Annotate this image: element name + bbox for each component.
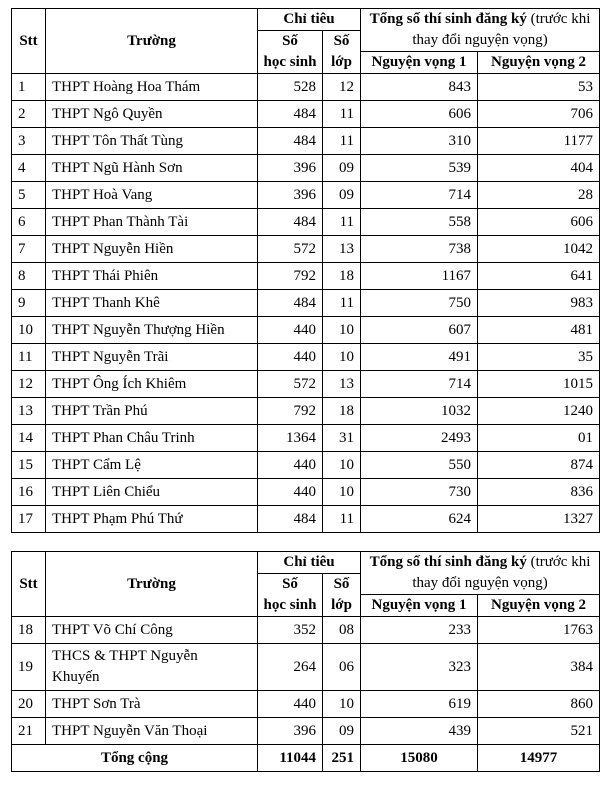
row-school-name: THPT Ông Ích Khiêm <box>46 371 258 398</box>
table-header <box>12 9 600 74</box>
row-stt: 14 <box>12 425 46 452</box>
row-nv2: 874 <box>478 452 600 479</box>
header-nv2: Nguyện vọng 2 <box>478 52 600 74</box>
header-classes-bottom: lớp <box>331 54 352 70</box>
row-students: 440 <box>258 479 323 506</box>
row-nv2: 606 <box>478 209 600 236</box>
row-school-name: THPT Nguyễn Trãi <box>46 344 258 371</box>
row-classes: 18 <box>323 398 361 425</box>
row-nv2: 53 <box>478 74 600 101</box>
row-nv1: 714 <box>361 371 478 398</box>
total-label: Tổng cộng <box>12 745 258 772</box>
row-students: 484 <box>258 290 323 317</box>
row-school-name: THPT Sơn Trà <box>46 691 258 718</box>
quota-table-part-2 <box>11 551 600 772</box>
row-students: 572 <box>258 236 323 263</box>
header-classes <box>323 31 361 74</box>
row-school-name: THPT Nguyễn Hiền <box>46 236 258 263</box>
row-nv1: 607 <box>361 317 478 344</box>
row-school-name: THPT Võ Chí Công <box>46 617 258 644</box>
row-school-name: THPT Thanh Khê <box>46 290 258 317</box>
row-classes: 08 <box>323 617 361 644</box>
table-row <box>12 344 600 371</box>
header-classes-bottom: lớp <box>331 597 352 613</box>
row-school-name: THPT Liên Chiểu <box>46 479 258 506</box>
row-classes: 09 <box>323 155 361 182</box>
row-students: 440 <box>258 452 323 479</box>
row-nv2: 521 <box>478 718 600 745</box>
row-stt: 6 <box>12 209 46 236</box>
row-nv1: 323 <box>361 644 478 691</box>
header-school: Trường <box>46 9 258 74</box>
row-students: 396 <box>258 155 323 182</box>
row-school-name-line2: Khuyến <box>52 669 100 685</box>
row-stt: 17 <box>12 506 46 533</box>
row-students: 484 <box>258 209 323 236</box>
total-students: 11044 <box>258 745 323 772</box>
header-students <box>258 574 323 617</box>
row-classes: 10 <box>323 691 361 718</box>
row-school-name: THPT Cẩm Lệ <box>46 452 258 479</box>
table-row <box>12 317 600 344</box>
row-nv2: 836 <box>478 479 600 506</box>
row-stt: 11 <box>12 344 46 371</box>
row-school-name <box>46 644 258 691</box>
row-nv1: 619 <box>361 691 478 718</box>
row-stt: 7 <box>12 236 46 263</box>
header-quota: Chỉ tiêu <box>258 552 361 574</box>
table-row <box>12 209 600 236</box>
row-students: 264 <box>258 644 323 691</box>
row-stt: 15 <box>12 452 46 479</box>
row-students: 440 <box>258 344 323 371</box>
row-nv1: 750 <box>361 290 478 317</box>
header-classes-top: Số <box>333 576 350 592</box>
header-total-registered <box>361 9 600 52</box>
table-row <box>12 691 600 718</box>
row-nv1: 1032 <box>361 398 478 425</box>
table-header <box>12 552 600 617</box>
header-students <box>258 31 323 74</box>
row-classes: 11 <box>323 101 361 128</box>
row-students: 396 <box>258 182 323 209</box>
header-total-title-bold: Tổng số thí sinh đăng ký <box>369 11 527 27</box>
header-stt: Stt <box>12 552 46 617</box>
row-stt: 10 <box>12 317 46 344</box>
row-nv1: 606 <box>361 101 478 128</box>
row-nv1: 539 <box>361 155 478 182</box>
row-nv2: 01 <box>478 425 600 452</box>
row-stt: 16 <box>12 479 46 506</box>
row-classes: 10 <box>323 479 361 506</box>
row-classes: 06 <box>323 644 361 691</box>
header-total-title-bold: Tổng số thí sinh đăng ký <box>369 554 527 570</box>
row-classes: 09 <box>323 718 361 745</box>
table-row <box>12 644 600 691</box>
row-school-name: THPT Phan Châu Trinh <box>46 425 258 452</box>
row-classes: 11 <box>323 209 361 236</box>
row-classes: 13 <box>323 371 361 398</box>
row-students: 572 <box>258 371 323 398</box>
row-nv1: 310 <box>361 128 478 155</box>
row-stt: 13 <box>12 398 46 425</box>
row-stt: 12 <box>12 371 46 398</box>
row-nv1: 550 <box>361 452 478 479</box>
table-row <box>12 263 600 290</box>
row-stt: 2 <box>12 101 46 128</box>
table-row <box>12 617 600 644</box>
table-row <box>12 74 600 101</box>
row-students: 352 <box>258 617 323 644</box>
row-nv2: 983 <box>478 290 600 317</box>
row-nv2: 1177 <box>478 128 600 155</box>
row-school-name: THPT Ngũ Hành Sơn <box>46 155 258 182</box>
header-nv1: Nguyện vọng 1 <box>361 595 478 617</box>
table-row <box>12 718 600 745</box>
row-nv1: 1167 <box>361 263 478 290</box>
table-row <box>12 101 600 128</box>
row-nv1: 2493 <box>361 425 478 452</box>
row-school-name-line1: THCS & THPT Nguyễn <box>52 648 198 664</box>
header-quota: Chỉ tiêu <box>258 9 361 31</box>
row-classes: 10 <box>323 344 361 371</box>
row-students: 440 <box>258 317 323 344</box>
row-classes: 12 <box>323 74 361 101</box>
table-row <box>12 398 600 425</box>
total-nv2: 14977 <box>478 745 600 772</box>
row-nv2: 28 <box>478 182 600 209</box>
header-nv1: Nguyện vọng 1 <box>361 52 478 74</box>
row-school-name: THPT Phạm Phú Thứ <box>46 506 258 533</box>
row-nv1: 491 <box>361 344 478 371</box>
row-school-name: THPT Nguyễn Thượng Hiền <box>46 317 258 344</box>
row-school-name: THPT Phan Thành Tài <box>46 209 258 236</box>
table-row <box>12 182 600 209</box>
row-classes: 11 <box>323 128 361 155</box>
header-classes-top: Số <box>333 33 350 49</box>
row-stt: 20 <box>12 691 46 718</box>
table-row <box>12 155 600 182</box>
table-row <box>12 425 600 452</box>
row-stt: 21 <box>12 718 46 745</box>
row-students: 484 <box>258 101 323 128</box>
row-nv1: 738 <box>361 236 478 263</box>
row-classes: 10 <box>323 317 361 344</box>
total-row <box>12 745 600 772</box>
row-students: 792 <box>258 398 323 425</box>
total-classes: 251 <box>323 745 361 772</box>
row-stt: 8 <box>12 263 46 290</box>
row-nv2: 1240 <box>478 398 600 425</box>
header-total-title-rest: (trước khi thay đổi nguyện vọng) <box>412 11 591 48</box>
row-nv1: 714 <box>361 182 478 209</box>
row-nv1: 624 <box>361 506 478 533</box>
row-stt: 18 <box>12 617 46 644</box>
header-school: Trường <box>46 552 258 617</box>
header-students-bottom: học sinh <box>263 597 317 613</box>
row-school-name: THPT Hoà Vang <box>46 182 258 209</box>
table-row <box>12 452 600 479</box>
row-stt: 1 <box>12 74 46 101</box>
row-classes: 11 <box>323 290 361 317</box>
row-students: 528 <box>258 74 323 101</box>
table-row <box>12 479 600 506</box>
row-nv1: 730 <box>361 479 478 506</box>
row-classes: 13 <box>323 236 361 263</box>
row-nv2: 481 <box>478 317 600 344</box>
header-students-top: Số <box>282 33 298 49</box>
row-stt: 9 <box>12 290 46 317</box>
table-row <box>12 128 600 155</box>
row-students: 792 <box>258 263 323 290</box>
row-nv2: 384 <box>478 644 600 691</box>
row-school-name: THPT Nguyễn Văn Thoại <box>46 718 258 745</box>
row-nv2: 404 <box>478 155 600 182</box>
row-school-name: THPT Thái Phiên <box>46 263 258 290</box>
row-nv1: 439 <box>361 718 478 745</box>
table-row <box>12 290 600 317</box>
table-body-2 <box>12 617 600 745</box>
row-school-name: THPT Hoàng Hoa Thám <box>46 74 258 101</box>
row-nv2: 1042 <box>478 236 600 263</box>
table-body-1 <box>12 74 600 533</box>
row-students: 440 <box>258 691 323 718</box>
row-school-name: THPT Ngô Quyền <box>46 101 258 128</box>
header-stt: Stt <box>12 9 46 74</box>
row-nv2: 1015 <box>478 371 600 398</box>
row-students: 396 <box>258 718 323 745</box>
row-students: 1364 <box>258 425 323 452</box>
row-stt: 3 <box>12 128 46 155</box>
row-nv2: 1327 <box>478 506 600 533</box>
row-stt: 19 <box>12 644 46 691</box>
table-row <box>12 371 600 398</box>
table-row <box>12 236 600 263</box>
row-nv2: 860 <box>478 691 600 718</box>
row-students: 484 <box>258 128 323 155</box>
row-nv2: 1763 <box>478 617 600 644</box>
row-nv1: 843 <box>361 74 478 101</box>
row-nv2: 641 <box>478 263 600 290</box>
quota-table-part-1 <box>11 8 600 533</box>
row-nv1: 558 <box>361 209 478 236</box>
row-classes: 31 <box>323 425 361 452</box>
row-nv2: 706 <box>478 101 600 128</box>
row-classes: 11 <box>323 506 361 533</box>
header-students-top: Số <box>282 576 298 592</box>
row-nv2: 35 <box>478 344 600 371</box>
row-classes: 18 <box>323 263 361 290</box>
header-total-title-rest: (trước khi thay đổi nguyện vọng) <box>412 554 591 591</box>
table-row <box>12 506 600 533</box>
row-school-name: THPT Tôn Thất Tùng <box>46 128 258 155</box>
header-nv2: Nguyện vọng 2 <box>478 595 600 617</box>
header-students-bottom: học sinh <box>263 54 317 70</box>
row-stt: 4 <box>12 155 46 182</box>
total-nv1: 15080 <box>361 745 478 772</box>
row-students: 484 <box>258 506 323 533</box>
row-classes: 09 <box>323 182 361 209</box>
row-classes: 10 <box>323 452 361 479</box>
row-nv1: 233 <box>361 617 478 644</box>
header-classes <box>323 574 361 617</box>
header-total-registered <box>361 552 600 595</box>
row-school-name: THPT Trần Phú <box>46 398 258 425</box>
row-stt: 5 <box>12 182 46 209</box>
